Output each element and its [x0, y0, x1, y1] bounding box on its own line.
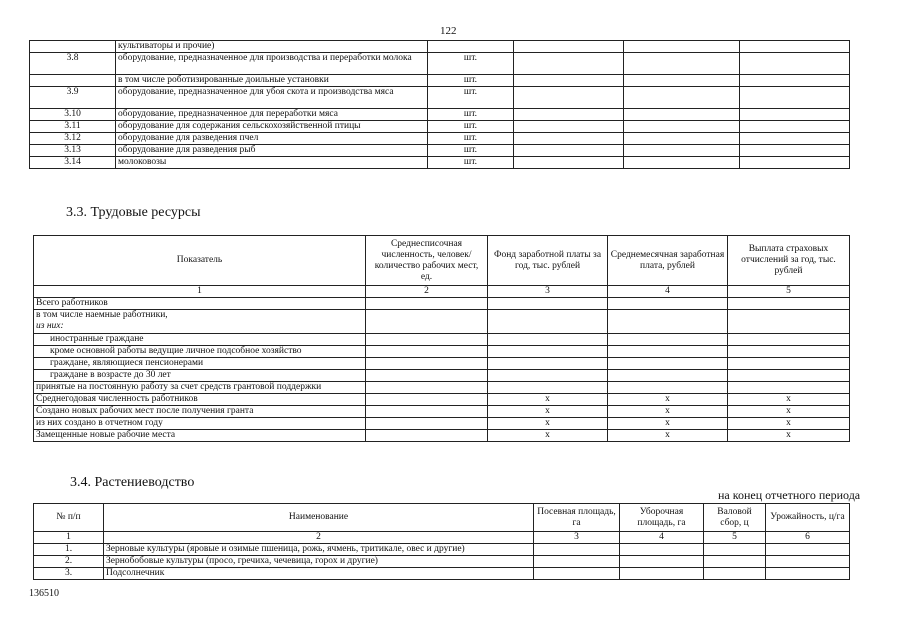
labor-cell-headcount	[366, 358, 488, 370]
labor-row-text: Замещенные новые рабочие места	[36, 430, 176, 440]
labor-header-insurance: Выплата страховых отчислений за год, тыс. рублей	[728, 236, 850, 286]
equipment-table	[29, 40, 850, 169]
crops-header-yield: Урожайность, ц/га	[766, 504, 850, 532]
labor-header-headcount: Среднесписочная численность, человек/количество рабочих мест, ед.	[366, 236, 488, 286]
equipment-name: оборудование для разведения пчел	[116, 133, 428, 145]
equipment-value	[740, 133, 850, 145]
labor-row-text: принятые на постоянную работу за счет средств грантовой поддержки	[36, 382, 322, 392]
equipment-value	[514, 121, 624, 133]
crops-colnum: 3	[534, 532, 620, 544]
crops-colnum: 6	[766, 532, 850, 544]
crops-value	[534, 568, 620, 580]
labor-cell-headcount	[366, 298, 488, 310]
equipment-num: 3.12	[30, 133, 116, 145]
labor-cell-avg-salary	[608, 382, 728, 394]
crops-value	[766, 556, 850, 568]
table-row	[30, 87, 850, 109]
equipment-name: оборудование для содержания сельскохозяйственной птицы	[116, 121, 428, 133]
crops-num: 1.	[34, 544, 104, 556]
equipment-value	[740, 75, 850, 87]
equipment-num: 3.13	[30, 145, 116, 157]
equipment-value	[514, 157, 624, 169]
crops-value	[620, 556, 704, 568]
equipment-num: 3.9	[30, 87, 116, 109]
equipment-unit	[428, 41, 514, 53]
crops-num: 3.	[34, 568, 104, 580]
labor-cell-insurance	[728, 298, 850, 310]
labor-cell-avg-salary	[608, 358, 728, 370]
crops-header-name: Наименование	[104, 504, 534, 532]
equipment-unit: шт.	[428, 109, 514, 121]
equipment-unit: шт.	[428, 121, 514, 133]
crops-name: Зернобобовые культуры (просо, гречиха, чечевица, горох и другие)	[104, 556, 534, 568]
labor-colnum: 5	[728, 286, 850, 298]
labor-cell-payroll	[488, 334, 608, 346]
labor-row-text: граждане в возрасте до 30 лет	[50, 370, 171, 380]
labor-cell-payroll: x	[488, 406, 608, 418]
crops-table	[33, 503, 850, 580]
equipment-num	[30, 41, 116, 53]
labor-cell-avg-salary	[608, 298, 728, 310]
labor-header-avg-salary: Среднемесячная заработная плата, рублей	[608, 236, 728, 286]
equipment-value	[740, 145, 850, 157]
crops-colnum: 1	[34, 532, 104, 544]
equipment-num: 3.10	[30, 109, 116, 121]
table-row	[30, 109, 850, 121]
labor-row-label	[34, 418, 366, 430]
labor-cell-avg-salary	[608, 346, 728, 358]
equipment-value	[624, 145, 740, 157]
crops-name: Подсолнечник	[104, 568, 534, 580]
labor-row-label	[34, 430, 366, 442]
labor-cell-insurance	[728, 382, 850, 394]
equipment-value	[514, 41, 624, 53]
labor-header-payroll: Фонд заработной платы за год, тыс. рублей	[488, 236, 608, 286]
equipment-unit: шт.	[428, 145, 514, 157]
labor-row-text: кроме основной работы ведущие личное подсобное хозяйство	[50, 346, 302, 356]
equipment-value	[740, 41, 850, 53]
labor-row-label	[34, 394, 366, 406]
equipment-value	[514, 109, 624, 121]
equipment-value	[514, 75, 624, 87]
labor-row-text: Создано новых рабочих мест после получения гранта	[36, 406, 254, 416]
labor-cell-insurance	[728, 334, 850, 346]
equipment-unit: шт.	[428, 133, 514, 145]
page-number: 122	[440, 25, 457, 37]
equipment-unit: шт.	[428, 75, 514, 87]
labor-cell-insurance	[728, 346, 850, 358]
labor-cell-headcount	[366, 430, 488, 442]
labor-cell-insurance: x	[728, 406, 850, 418]
labor-cell-insurance: x	[728, 430, 850, 442]
crops-value	[704, 544, 766, 556]
labor-cell-payroll	[488, 358, 608, 370]
equipment-value	[624, 53, 740, 75]
crops-value	[704, 568, 766, 580]
labor-row-subtext: из них:	[36, 321, 64, 331]
equipment-unit: шт.	[428, 53, 514, 75]
equipment-value	[740, 121, 850, 133]
equipment-num: 3.8	[30, 53, 116, 75]
table-row	[34, 430, 850, 442]
labor-row-text: Всего работников	[36, 298, 108, 308]
labor-cell-payroll	[488, 370, 608, 382]
labor-row-label	[34, 382, 366, 394]
table-row	[34, 406, 850, 418]
labor-row-text: в том числе наемные работники,	[36, 310, 168, 320]
crops-num: 2.	[34, 556, 104, 568]
labor-colnum: 4	[608, 286, 728, 298]
labor-row-text: из них создано в отчетном году	[36, 418, 163, 428]
labor-cell-payroll: x	[488, 394, 608, 406]
crops-header-gross: Валовой сбор, ц	[704, 504, 766, 532]
labor-cell-headcount	[366, 382, 488, 394]
equipment-value	[740, 157, 850, 169]
equipment-value	[740, 53, 850, 75]
labor-cell-insurance	[728, 310, 850, 334]
table-row	[34, 334, 850, 346]
table-row	[30, 121, 850, 133]
table-row	[34, 544, 850, 556]
labor-cell-headcount	[366, 310, 488, 334]
labor-row-label	[34, 298, 366, 310]
labor-cell-payroll	[488, 382, 608, 394]
equipment-name: оборудование, предназначенное для переработки мяса	[116, 109, 428, 121]
crops-header-sown: Посевная площадь, га	[534, 504, 620, 532]
equipment-name: оборудование для разведения рыб	[116, 145, 428, 157]
labor-cell-avg-salary	[608, 334, 728, 346]
labor-colnum: 1	[34, 286, 366, 298]
labor-cell-avg-salary	[608, 310, 728, 334]
table-row	[30, 145, 850, 157]
labor-cell-avg-salary	[608, 370, 728, 382]
crops-section-title: 3.4. Растениеводство	[70, 475, 195, 490]
labor-cell-headcount	[366, 418, 488, 430]
labor-row-label	[34, 358, 366, 370]
labor-cell-insurance: x	[728, 418, 850, 430]
equipment-value	[514, 87, 624, 109]
table-row	[34, 310, 850, 334]
labor-row-text: граждане, являющиеся пенсионерами	[50, 358, 204, 368]
equipment-value	[624, 87, 740, 109]
labor-cell-payroll: x	[488, 430, 608, 442]
equipment-value	[514, 133, 624, 145]
labor-cell-headcount	[366, 346, 488, 358]
labor-colnum: 2	[366, 286, 488, 298]
labor-row-label	[34, 334, 366, 346]
crops-header-num: № п/п	[34, 504, 104, 532]
equipment-name: оборудование, предназначенное для производства и переработки молока	[116, 53, 428, 75]
crops-value	[766, 568, 850, 580]
crops-value	[620, 568, 704, 580]
table-row	[34, 568, 850, 580]
equipment-value	[514, 53, 624, 75]
table-row	[34, 556, 850, 568]
equipment-name: оборудование, предназначенное для убоя скота и производства мяса	[116, 87, 428, 109]
equipment-value	[624, 121, 740, 133]
equipment-value	[624, 41, 740, 53]
equipment-value	[624, 157, 740, 169]
table-row	[30, 133, 850, 145]
crops-value	[704, 556, 766, 568]
equipment-unit: шт.	[428, 157, 514, 169]
labor-row-text: Среднегодовая численность работников	[36, 394, 198, 404]
labor-header-indicator: Показатель	[34, 236, 366, 286]
crops-value	[534, 544, 620, 556]
labor-cell-avg-salary: x	[608, 418, 728, 430]
table-row	[34, 346, 850, 358]
table-row	[34, 370, 850, 382]
labor-cell-avg-salary: x	[608, 394, 728, 406]
labor-row-label	[34, 406, 366, 418]
crops-name: Зерновые культуры (яровые и озимые пшеница, рожь, ячмень, тритикале, овес и другие)	[104, 544, 534, 556]
equipment-num	[30, 75, 116, 87]
equipment-value	[514, 145, 624, 157]
labor-cell-insurance	[728, 370, 850, 382]
labor-cell-payroll	[488, 310, 608, 334]
labor-colnum: 3	[488, 286, 608, 298]
equipment-name: культиваторы и прочие)	[116, 41, 428, 53]
labor-row-label	[34, 310, 366, 334]
equipment-name: молоковозы	[116, 157, 428, 169]
crops-header-harvested: Уборочная площадь, га	[620, 504, 704, 532]
labor-row-label	[34, 370, 366, 382]
crops-colnum: 5	[704, 532, 766, 544]
equipment-value	[624, 133, 740, 145]
crops-value	[534, 556, 620, 568]
table-row	[30, 41, 850, 53]
labor-cell-insurance: x	[728, 394, 850, 406]
labor-section-title: 3.3. Трудовые ресурсы	[66, 205, 201, 220]
equipment-num: 3.14	[30, 157, 116, 169]
table-row	[30, 53, 850, 75]
labor-row-label	[34, 346, 366, 358]
table-row	[34, 382, 850, 394]
crops-value	[766, 544, 850, 556]
crops-colnum: 2	[104, 532, 534, 544]
table-row	[34, 298, 850, 310]
crops-colnum: 4	[620, 532, 704, 544]
labor-cell-payroll	[488, 346, 608, 358]
table-row	[34, 394, 850, 406]
equipment-num: 3.11	[30, 121, 116, 133]
crops-value	[620, 544, 704, 556]
crops-period-note: на конец отчетного периода	[718, 488, 861, 502]
labor-cell-headcount	[366, 394, 488, 406]
table-row	[30, 157, 850, 169]
labor-cell-headcount	[366, 334, 488, 346]
equipment-unit: шт.	[428, 87, 514, 109]
equipment-name: в том числе роботизированные доильные установки	[116, 75, 428, 87]
labor-cell-payroll	[488, 298, 608, 310]
table-row	[34, 358, 850, 370]
labor-cell-headcount	[366, 370, 488, 382]
labor-cell-payroll: x	[488, 418, 608, 430]
labor-cell-avg-salary: x	[608, 430, 728, 442]
equipment-value	[624, 75, 740, 87]
labor-cell-headcount	[366, 406, 488, 418]
equipment-value	[740, 87, 850, 109]
labor-cell-insurance	[728, 358, 850, 370]
table-row	[30, 75, 850, 87]
table-row	[34, 418, 850, 430]
labor-row-text: иностранные граждане	[50, 334, 144, 344]
labor-table	[33, 235, 850, 442]
labor-cell-avg-salary: x	[608, 406, 728, 418]
footer-code: 136510	[29, 588, 59, 599]
equipment-value	[624, 109, 740, 121]
equipment-value	[740, 109, 850, 121]
